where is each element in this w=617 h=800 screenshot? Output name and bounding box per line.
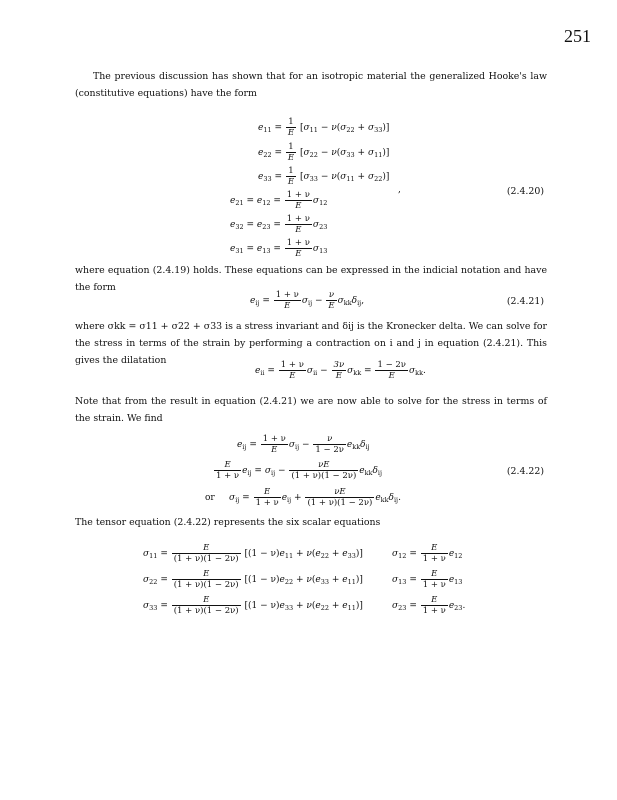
eq-sigma12: $\sigma_{12}$ = $\frac{E}{1 + \nu}$ $e_{12}$: [392, 543, 463, 564]
page-number: 251: [564, 26, 591, 46]
eq-e32: $e_{32} = e_{23}$ = $\frac{1 + \nu}{E}$ $\sigma_{23}$: [230, 214, 328, 235]
eq-sigma13: $\sigma_{13}$ = $\frac{E}{1 + \nu}$ $e_{13}$: [392, 569, 463, 590]
eq-eij-line2: $\frac{E}{1 + \nu}$ $e_{ij} = \sigma_{ij}$ − $\frac{\nu E}{(1 + \nu)(1 - 2\nu)}$ $e_{kk}\delta_{ij}$: [216, 460, 383, 481]
or-label: or: [205, 493, 215, 503]
eq-e22: $e_{22}$ = $\frac{1}{E}$ $[\sigma_{22} - \nu(\sigma_{33} + \sigma_{11})]$: [258, 142, 390, 163]
eq-comma: ,: [398, 185, 401, 195]
eq-dilatation: $e_{ii}$ = $\frac{1 + \nu}{E}$ $\sigma_{ii}$ − $\frac{3\nu}{E}$ $\sigma_{kk}$ = $\frac{1 - 2\nu}{E}$ $\sigma_{kk}$.: [255, 360, 426, 381]
paragraph-stress-invariant: where σkk = σ11 + σ22 + σ33 is a stress invariant and δij is the Kronecker delta. We can solve for the stress in terms of the strain by performing a contraction on i and j in equation (2.4.21). This gives the dilatation: [75, 321, 547, 366]
eq-sigma33: $\sigma_{33}$ = $\frac{E}{(1 + \nu)(1 - 2\nu)}$ $[(1 - \nu)e_{33} + \nu(e_{22} + e_{11})]$: [143, 595, 363, 616]
eq-e33: $e_{33}$ = $\frac{1}{E}$ $[\sigma_{33} - \nu(\sigma_{11} + \sigma_{22})]$: [258, 166, 390, 187]
paragraph-six-scalar: The tensor equation (2.4.22) represents the six scalar equations: [75, 517, 381, 528]
eq-eij-line1: $e_{ij}$ = $\frac{1 + \nu}{E}$ $\sigma_{ij}$ − $\frac{\nu}{1 - 2\nu}$ $e_{kk}\delta_{ij}$: [237, 434, 370, 455]
paragraph-solve-stress: Note that from the result in equation (2.4.21) we are now able to solve for the stress in terms of the strain. We find: [75, 396, 547, 424]
paragraph-intro: The previous discussion has shown that for an isotropic material the generalized Hooke's law (constitutive equations) have the form: [75, 71, 547, 99]
eq-e11: $e_{11}$ = $\frac{1}{E}$ $[\sigma_{11} - \nu(\sigma_{22} + \sigma_{33})]$: [258, 117, 390, 138]
equation-number-2-4-22: (2.4.22): [506, 466, 544, 477]
eq-sigma23: $\sigma_{23}$ = $\frac{E}{1 + \nu}$ $e_{23}$.: [392, 595, 466, 616]
eq-sigma11: $\sigma_{11}$ = $\frac{E}{(1 + \nu)(1 - 2\nu)}$ $[(1 - \nu)e_{11} + \nu(e_{22} + e_{33})]$: [143, 543, 363, 564]
equation-number-2-4-21: (2.4.21): [506, 296, 544, 307]
paragraph-indicial: where equation (2.4.19) holds. These equations can be expressed in the indicial notation and have the form: [75, 265, 547, 293]
eq-eij: $e_{ij}$ = $\frac{1 + \nu}{E}$ $\sigma_{ij}$ − $\frac{\nu}{E}$ $\sigma_{kk}\delta_{ij}$,: [250, 290, 365, 311]
eq-sigma-ij: or $\sigma_{ij}$ = $\frac{E}{1 + \nu}$ $e_{ij}$ + $\frac{\nu E}{(1 + \nu)(1 - 2\nu)}$ $e_{kk}\delta_{ij}$.: [205, 487, 401, 508]
eq-e21: $e_{21} = e_{12}$ = $\frac{1 + \nu}{E}$ $\sigma_{12}$: [230, 190, 328, 211]
eq-sigma22: $\sigma_{22}$ = $\frac{E}{(1 + \nu)(1 - 2\nu)}$ $[(1 - \nu)e_{22} + \nu(e_{33} + e_{11})]$: [143, 569, 363, 590]
equation-number-2-4-20: (2.4.20): [506, 186, 544, 197]
eq-e31: $e_{31} = e_{13}$ = $\frac{1 + \nu}{E}$ $\sigma_{13}$: [230, 238, 328, 259]
